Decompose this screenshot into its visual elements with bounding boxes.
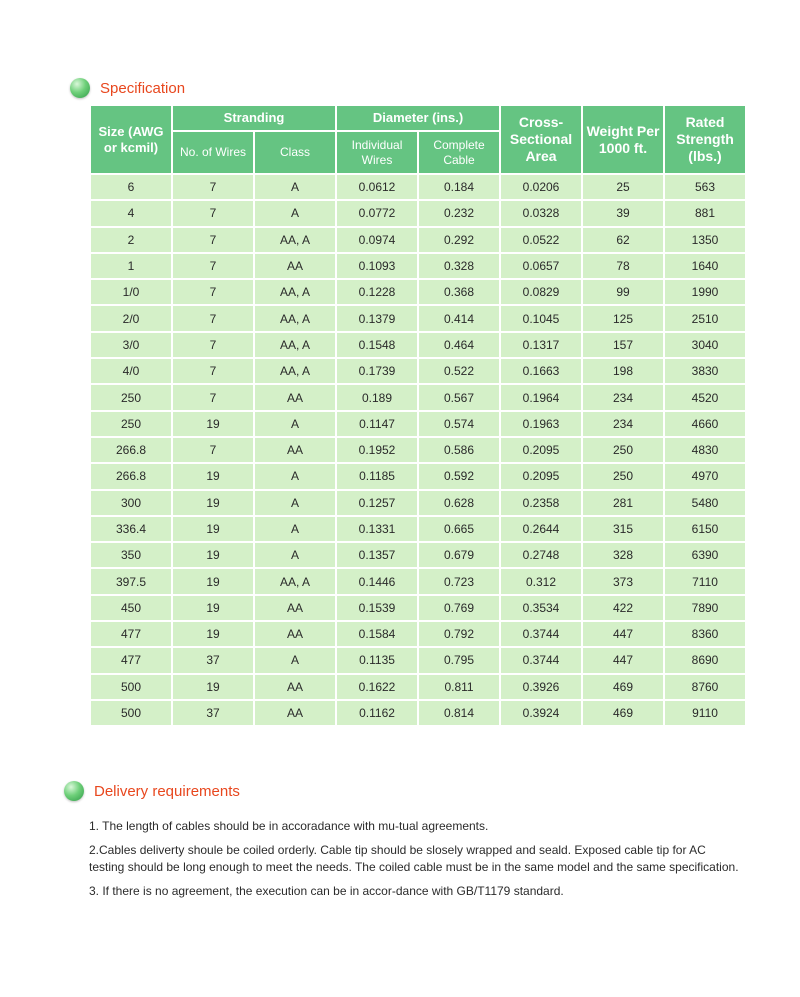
- table-cell: AA, A: [255, 306, 335, 330]
- table-cell: 422: [583, 596, 663, 620]
- table-cell: 157: [583, 333, 663, 357]
- table-cell: 6: [91, 175, 171, 199]
- table-cell: AA: [255, 675, 335, 699]
- table-cell: 250: [583, 438, 663, 462]
- table-cell: 25: [583, 175, 663, 199]
- header-no-of-wires: No. of Wires: [173, 132, 253, 173]
- table-cell: AA: [255, 622, 335, 646]
- header-complete-cable: Complete Cable: [419, 132, 499, 173]
- table-cell: 0.0612: [337, 175, 417, 199]
- table-cell: 0.592: [419, 464, 499, 488]
- table-cell: 0.1964: [501, 385, 581, 409]
- table-row: [91, 596, 745, 620]
- table-cell: 0.814: [419, 701, 499, 725]
- header-weight-per-1000-ft: Weight Per 1000 ft.: [583, 106, 663, 173]
- table-cell: 7: [173, 228, 253, 252]
- delivery-item: 1. The length of cables should be in accoradance with mu-tual agreements.: [89, 819, 489, 833]
- table-row: [91, 228, 745, 252]
- table-row: [91, 412, 745, 436]
- table-cell: 0.3744: [501, 648, 581, 672]
- table-row: [91, 675, 745, 699]
- table-row: [91, 491, 745, 515]
- table-cell: 450: [91, 596, 171, 620]
- header-class: Class: [255, 132, 335, 173]
- table-cell: 6390: [665, 543, 745, 567]
- table-cell: 0.1185: [337, 464, 417, 488]
- table-cell: 0.1379: [337, 306, 417, 330]
- table-cell: 62: [583, 228, 663, 252]
- table-cell: 0.3744: [501, 622, 581, 646]
- table-cell: A: [255, 543, 335, 567]
- table-cell: 0.232: [419, 201, 499, 225]
- table-cell: 0.628: [419, 491, 499, 515]
- table-cell: 336.4: [91, 517, 171, 541]
- green-circle-bullet-icon: [70, 78, 90, 98]
- table-cell: 0.1147: [337, 412, 417, 436]
- table-row: [91, 648, 745, 672]
- table-cell: 2: [91, 228, 171, 252]
- table-cell: 8760: [665, 675, 745, 699]
- table-cell: 0.795: [419, 648, 499, 672]
- table-cell: 3/0: [91, 333, 171, 357]
- table-cell: AA: [255, 596, 335, 620]
- table-cell: 328: [583, 543, 663, 567]
- table-row: [91, 333, 745, 357]
- table-cell: 0.1622: [337, 675, 417, 699]
- table-cell: 0.3926: [501, 675, 581, 699]
- table-cell: AA: [255, 438, 335, 462]
- table-cell: 315: [583, 517, 663, 541]
- table-cell: 0.0772: [337, 201, 417, 225]
- table-cell: 7: [173, 359, 253, 383]
- table-cell: 234: [583, 385, 663, 409]
- table-row: [91, 622, 745, 646]
- table-cell: 0.811: [419, 675, 499, 699]
- table-row: [91, 438, 745, 462]
- table-cell: 19: [173, 491, 253, 515]
- delivery-item: 2.Cables deliverty shoule be coiled orderly. Cable tip should be slosely wrapped and seald. Exposed cable tip for AC testing should be long enough to meet the needs. The coiled cable must be in the same model and the same specification.: [89, 843, 739, 874]
- table-cell: 7: [173, 280, 253, 304]
- header-diameter: Diameter (ins.): [337, 106, 499, 130]
- table-cell: 0.665: [419, 517, 499, 541]
- table-cell: 4: [91, 201, 171, 225]
- table-cell: 0.1584: [337, 622, 417, 646]
- table-cell: 0.1548: [337, 333, 417, 357]
- table-cell: 0.1317: [501, 333, 581, 357]
- table-cell: 1640: [665, 254, 745, 278]
- table-cell: 7: [173, 175, 253, 199]
- table-cell: AA: [255, 385, 335, 409]
- table-cell: A: [255, 491, 335, 515]
- table-cell: 447: [583, 622, 663, 646]
- table-cell: AA, A: [255, 359, 335, 383]
- table-row: [91, 385, 745, 409]
- table-cell: 447: [583, 648, 663, 672]
- table-cell: 266.8: [91, 438, 171, 462]
- table-cell: 0.0829: [501, 280, 581, 304]
- table-cell: 4520: [665, 385, 745, 409]
- header-stranding: Stranding: [173, 106, 335, 130]
- green-circle-bullet-icon: [64, 781, 84, 801]
- table-cell: 0.2748: [501, 543, 581, 567]
- table-cell: 99: [583, 280, 663, 304]
- table-cell: 7: [173, 306, 253, 330]
- table-cell: 0.769: [419, 596, 499, 620]
- table-cell: 0.1045: [501, 306, 581, 330]
- table-cell: 7110: [665, 569, 745, 593]
- table-cell: 19: [173, 412, 253, 436]
- table-cell: 4/0: [91, 359, 171, 383]
- delivery-heading: [64, 781, 240, 801]
- table-cell: 0.1963: [501, 412, 581, 436]
- table-cell: 5480: [665, 491, 745, 515]
- table-cell: 3040: [665, 333, 745, 357]
- table-cell: A: [255, 648, 335, 672]
- table-cell: 563: [665, 175, 745, 199]
- table-cell: 0.723: [419, 569, 499, 593]
- specification-title: Specification: [100, 79, 186, 97]
- table-cell: 0.189: [337, 385, 417, 409]
- table-cell: 1/0: [91, 280, 171, 304]
- table-cell: 8690: [665, 648, 745, 672]
- table-cell: 266.8: [91, 464, 171, 488]
- table-cell: 0.464: [419, 333, 499, 357]
- table-row: [91, 517, 745, 541]
- table-cell: A: [255, 412, 335, 436]
- table-row: [91, 254, 745, 278]
- table-cell: 39: [583, 201, 663, 225]
- table-cell: 281: [583, 491, 663, 515]
- table-row: [91, 543, 745, 567]
- table-cell: 0.586: [419, 438, 499, 462]
- header-cross-sectional-area: Cross-Sectional Area: [501, 106, 581, 173]
- table-cell: 19: [173, 569, 253, 593]
- table-cell: A: [255, 464, 335, 488]
- table-cell: 198: [583, 359, 663, 383]
- table-cell: 0.0328: [501, 201, 581, 225]
- table-cell: 0.1739: [337, 359, 417, 383]
- table-cell: 477: [91, 648, 171, 672]
- table-cell: 1990: [665, 280, 745, 304]
- table-cell: 0.1162: [337, 701, 417, 725]
- table-cell: AA, A: [255, 228, 335, 252]
- table-cell: AA, A: [255, 569, 335, 593]
- table-row: [91, 280, 745, 304]
- table-cell: 881: [665, 201, 745, 225]
- table-cell: AA: [255, 701, 335, 725]
- table-cell: 0.1446: [337, 569, 417, 593]
- table-cell: 250: [91, 385, 171, 409]
- table-cell: 7: [173, 333, 253, 357]
- table-row: [91, 306, 745, 330]
- table-cell: 7: [173, 438, 253, 462]
- table-cell: 373: [583, 569, 663, 593]
- table-cell: 0.292: [419, 228, 499, 252]
- table-cell: 0.1663: [501, 359, 581, 383]
- table-cell: 0.0657: [501, 254, 581, 278]
- table-row: [91, 175, 745, 199]
- table-cell: A: [255, 201, 335, 225]
- header-size: Size (AWG or kcmil): [91, 106, 171, 173]
- table-cell: 300: [91, 491, 171, 515]
- table-cell: 250: [91, 412, 171, 436]
- table-cell: 0.0974: [337, 228, 417, 252]
- specification-heading: [70, 78, 185, 98]
- specification-table-body: [91, 175, 745, 725]
- table-cell: 0.414: [419, 306, 499, 330]
- table-cell: 0.0522: [501, 228, 581, 252]
- table-cell: 19: [173, 622, 253, 646]
- table-cell: 125: [583, 306, 663, 330]
- table-cell: AA, A: [255, 333, 335, 357]
- table-cell: 2/0: [91, 306, 171, 330]
- table-cell: 19: [173, 596, 253, 620]
- table-cell: AA, A: [255, 280, 335, 304]
- table-cell: 2510: [665, 306, 745, 330]
- table-row: [91, 701, 745, 725]
- table-row: [91, 464, 745, 488]
- table-cell: 19: [173, 543, 253, 567]
- delivery-title: Delivery requirements: [94, 782, 240, 800]
- table-cell: 0.1952: [337, 438, 417, 462]
- specification-table: [89, 104, 747, 727]
- table-cell: 0.3534: [501, 596, 581, 620]
- table-cell: 4970: [665, 464, 745, 488]
- table-cell: A: [255, 517, 335, 541]
- table-cell: 0.1539: [337, 596, 417, 620]
- table-cell: 7: [173, 201, 253, 225]
- table-cell: 4660: [665, 412, 745, 436]
- table-cell: 1: [91, 254, 171, 278]
- table-cell: 0.2644: [501, 517, 581, 541]
- table-cell: 19: [173, 675, 253, 699]
- table-cell: 6150: [665, 517, 745, 541]
- table-cell: 78: [583, 254, 663, 278]
- table-cell: 0.567: [419, 385, 499, 409]
- table-cell: 0.2095: [501, 464, 581, 488]
- table-cell: 1350: [665, 228, 745, 252]
- table-cell: 0.328: [419, 254, 499, 278]
- header-rated-strength: Rated Strength (lbs.): [665, 106, 745, 173]
- table-cell: 8360: [665, 622, 745, 646]
- table-cell: 234: [583, 412, 663, 436]
- table-cell: 477: [91, 622, 171, 646]
- table-cell: 19: [173, 517, 253, 541]
- table-cell: AA: [255, 254, 335, 278]
- delivery-list: [89, 818, 739, 907]
- table-cell: 3830: [665, 359, 745, 383]
- table-cell: 250: [583, 464, 663, 488]
- table-cell: 0.3924: [501, 701, 581, 725]
- table-cell: 0.1093: [337, 254, 417, 278]
- table-cell: 469: [583, 701, 663, 725]
- table-cell: 500: [91, 675, 171, 699]
- table-cell: 4830: [665, 438, 745, 462]
- table-cell: 0.1331: [337, 517, 417, 541]
- table-cell: 0.1228: [337, 280, 417, 304]
- table-cell: 397.5: [91, 569, 171, 593]
- table-cell: 0.368: [419, 280, 499, 304]
- delivery-item: 3. If there is no agreement, the execution can be in accor-dance with GB/T1179 standard.: [89, 884, 564, 898]
- table-cell: 37: [173, 701, 253, 725]
- table-row: [91, 359, 745, 383]
- table-cell: 0.2358: [501, 491, 581, 515]
- table-cell: 500: [91, 701, 171, 725]
- table-cell: 0.0206: [501, 175, 581, 199]
- table-cell: 7890: [665, 596, 745, 620]
- table-cell: 7: [173, 254, 253, 278]
- table-cell: 0.1257: [337, 491, 417, 515]
- header-individual-wires: Individual Wires: [337, 132, 417, 173]
- table-cell: 7: [173, 385, 253, 409]
- table-cell: 0.574: [419, 412, 499, 436]
- table-cell: 0.312: [501, 569, 581, 593]
- table-cell: 9110: [665, 701, 745, 725]
- table-row: [91, 201, 745, 225]
- table-cell: 19: [173, 464, 253, 488]
- table-cell: 0.792: [419, 622, 499, 646]
- table-cell: 0.1357: [337, 543, 417, 567]
- table-cell: 0.679: [419, 543, 499, 567]
- table-row: [91, 569, 745, 593]
- table-cell: 350: [91, 543, 171, 567]
- table-cell: 0.184: [419, 175, 499, 199]
- table-cell: 0.522: [419, 359, 499, 383]
- table-cell: A: [255, 175, 335, 199]
- table-cell: 0.2095: [501, 438, 581, 462]
- table-cell: 469: [583, 675, 663, 699]
- table-cell: 37: [173, 648, 253, 672]
- table-cell: 0.1135: [337, 648, 417, 672]
